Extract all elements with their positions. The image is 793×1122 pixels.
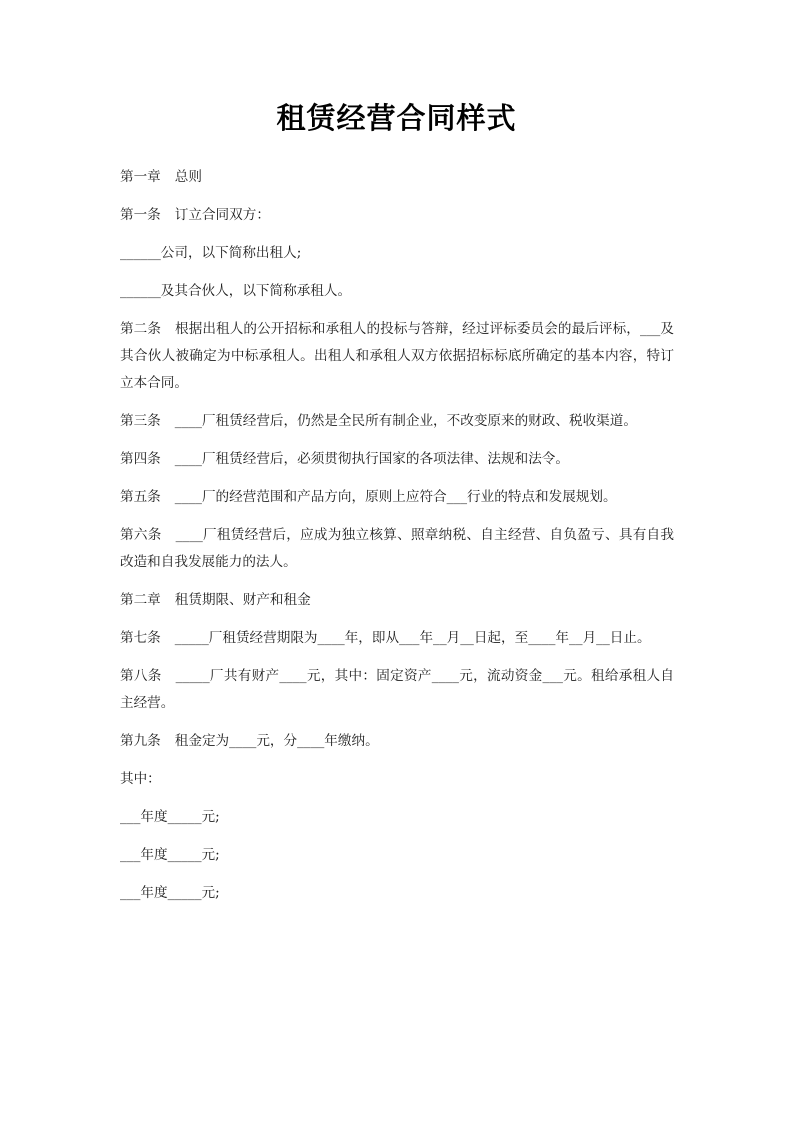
clause-text: 及其合伙人，以下简称承租人。 [160, 283, 352, 299]
blank-field: ______ [120, 283, 161, 299]
party-lessor-line [120, 240, 674, 267]
clause-text: ____厂的经营范围和产品方向，原则上应符合___行业的特点和发展规划。 [174, 489, 617, 505]
clause-text: 根据出租人的公开招标和承租人的投标与答辩，经过评标委员会的最后评标，___及其合伙人被确定为中标承租人。出租人和承租人双方依据招标标底所确定的基本内容，特订立本合同。 [120, 321, 675, 391]
article-1 [120, 202, 674, 229]
clause-text: 公司，以下简称出租人; [160, 245, 302, 261]
chapter-2-heading [120, 587, 674, 614]
clause-label: 第二条 [120, 321, 162, 337]
article-4 [120, 446, 674, 473]
clause-label: 第四条 [120, 451, 161, 467]
clause-text: 其中： [120, 771, 161, 787]
article-7 [120, 625, 674, 652]
rent-breakdown-intro [120, 766, 674, 793]
article-8 [120, 663, 674, 717]
clause-text: 租赁期限、财产和租金 [174, 592, 311, 608]
clause-text: 订立合同双方： [174, 207, 270, 223]
document-title: 租赁经营合同样式 [276, 101, 517, 135]
party-lessee-line [120, 278, 674, 305]
clause-label: 第六条 [120, 527, 162, 543]
rent-year-line [120, 880, 674, 907]
clause-text: _____厂共有财产____元，其中：固定资产____元，流动资金___元。租给承租人自主经营。 [120, 668, 675, 711]
article-3 [120, 408, 674, 435]
clause-label: 第八条 [120, 668, 162, 684]
clause-text: ____厂租赁经营后，仍然是全民所有制企业，不改变原来的财政、税收渠道。 [174, 413, 637, 429]
clause-label: 第一章 [120, 169, 161, 185]
clause-text: 年度_____元; [140, 847, 220, 863]
clause-label: 第一条 [120, 207, 161, 223]
article-5 [120, 484, 674, 511]
clause-label: 第七条 [120, 630, 161, 646]
clause-text: ____厂租赁经营后，必须贯彻执行国家的各项法律、法规和法令。 [174, 451, 569, 467]
clause-text: _____厂租赁经营期限为____年，即从___年__月__日起，至____年__月__日止。 [174, 630, 651, 646]
clause-label: 第九条 [120, 733, 161, 749]
article-2 [120, 316, 674, 397]
chapter-1-heading [120, 164, 674, 191]
clause-text: ____厂租赁经营后，应成为独立核算、照章纳税、自主经营、自负盈亏、具有自我改造和自我发展能力的法人。 [120, 527, 675, 570]
rent-year-line [120, 804, 674, 831]
blank-field: ___ [120, 885, 141, 901]
article-9 [120, 728, 674, 755]
blank-field: ______ [120, 245, 161, 261]
clause-label: 第五条 [120, 489, 161, 505]
clause-label: 第三条 [120, 413, 161, 429]
rent-year-line [120, 842, 674, 869]
blank-field: ___ [120, 847, 141, 863]
clause-text: 年度_____元; [140, 809, 220, 825]
document-body [120, 164, 674, 918]
clause-text: 租金定为____元，分____年缴纳。 [174, 733, 379, 749]
clause-text: 总则 [174, 169, 202, 185]
blank-field: ___ [120, 809, 141, 825]
clause-text: 年度_____元; [140, 885, 220, 901]
clause-label: 第二章 [120, 592, 161, 608]
article-6 [120, 522, 674, 576]
